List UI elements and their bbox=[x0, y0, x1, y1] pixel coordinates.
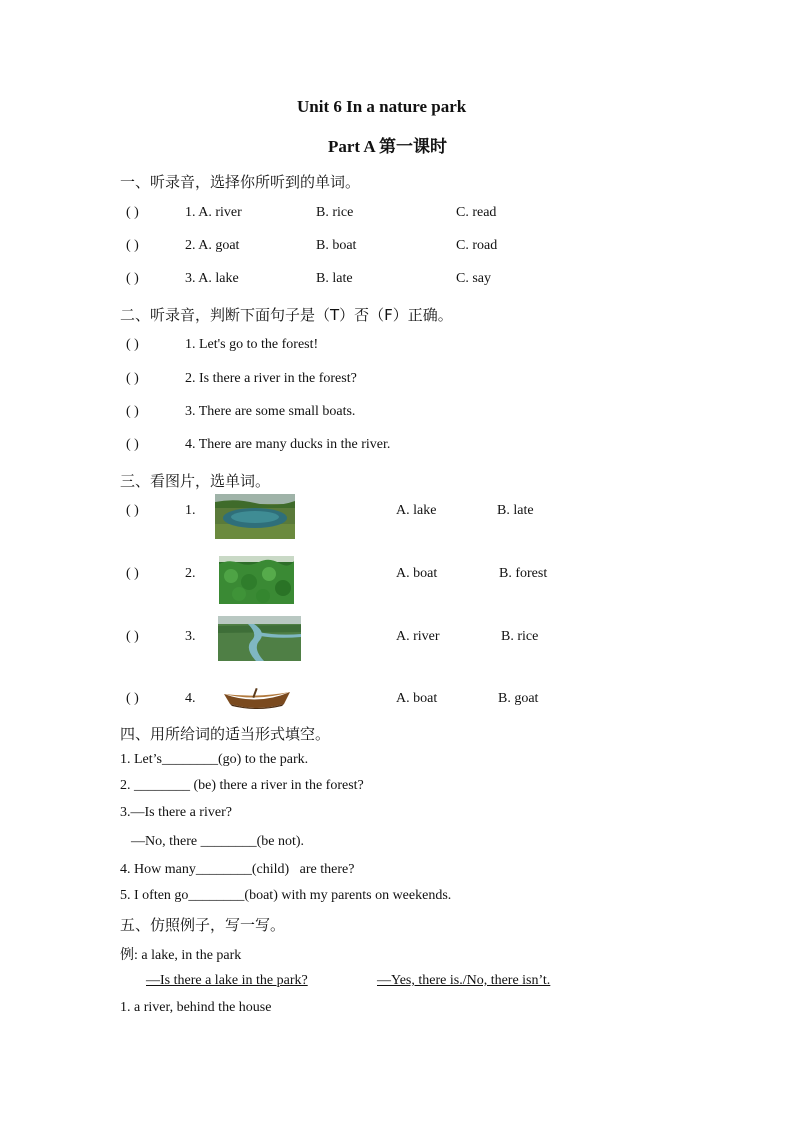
option-b: B. rice bbox=[316, 205, 354, 220]
section3-heading: 三、看图片，选单词。 bbox=[120, 472, 271, 490]
answer-bracket[interactable]: ( ) bbox=[126, 205, 139, 220]
option-a: A. river bbox=[396, 629, 440, 644]
answer-bracket[interactable]: ( ) bbox=[126, 691, 139, 706]
page-subtitle: Part A 第一课时 bbox=[328, 137, 447, 156]
section1-heading: 一、听录音，选择你所听到的单词。 bbox=[120, 173, 361, 191]
answer-bracket[interactable]: ( ) bbox=[126, 503, 139, 518]
fill-blank-line[interactable]: —No, there ________(be not). bbox=[124, 834, 305, 849]
option-a: A. boat bbox=[396, 566, 438, 581]
answer-bracket[interactable]: ( ) bbox=[126, 437, 139, 452]
answer-bracket[interactable]: ( ) bbox=[126, 337, 139, 352]
answer-bracket[interactable]: ( ) bbox=[126, 371, 139, 386]
fill-blank-line[interactable]: 4. How many________(child) are there? bbox=[120, 862, 355, 877]
item-number: 2. bbox=[185, 566, 196, 581]
forest-picture bbox=[219, 556, 294, 604]
fill-blank-line: 3.—Is there a river? bbox=[120, 805, 232, 820]
statement-text: 1. Let's go to the forest! bbox=[185, 337, 319, 352]
option-a: 3. A. lake bbox=[185, 271, 239, 286]
option-b: B. late bbox=[497, 503, 534, 518]
example-question: —Is there a lake in the park? bbox=[146, 973, 308, 988]
option-a: 2. A. goat bbox=[185, 238, 240, 253]
fill-blank-line[interactable]: 5. I often go________(boat) with my parents on weekends. bbox=[120, 888, 452, 903]
boat-picture bbox=[222, 686, 292, 712]
option-b: B. boat bbox=[316, 238, 357, 253]
answer-bracket[interactable]: ( ) bbox=[126, 404, 139, 419]
option-b: B. forest bbox=[499, 566, 548, 581]
fill-blank-line[interactable]: 1. Let’s________(go) to the park. bbox=[120, 752, 309, 767]
statement-text: 2. Is there a river in the forest? bbox=[185, 371, 357, 386]
example-answer: —Yes, there is./No, there isn’t. bbox=[377, 973, 551, 988]
section5-heading: 五、仿照例子，写一写。 bbox=[120, 916, 286, 934]
option-a: A. lake bbox=[396, 503, 437, 518]
option-b: B. rice bbox=[501, 629, 539, 644]
example-line: 例: a lake, in the park bbox=[120, 948, 242, 963]
fill-blank-line[interactable]: 2. ________ (be) there a river in the forest? bbox=[120, 778, 364, 793]
section4-heading: 四、用所给词的适当形式填空。 bbox=[120, 725, 331, 743]
exercise-item: 1. a river, behind the house bbox=[120, 1000, 272, 1015]
option-c: C. say bbox=[456, 271, 491, 286]
option-b: B. late bbox=[316, 271, 353, 286]
answer-bracket[interactable]: ( ) bbox=[126, 629, 139, 644]
option-c: C. road bbox=[456, 238, 498, 253]
item-number: 4. bbox=[185, 691, 196, 706]
option-c: C. read bbox=[456, 205, 497, 220]
option-a: A. boat bbox=[396, 691, 438, 706]
lake-picture bbox=[215, 494, 295, 539]
answer-bracket[interactable]: ( ) bbox=[126, 271, 139, 286]
item-number: 1. bbox=[185, 503, 196, 518]
page-title: Unit 6 In a nature park bbox=[297, 97, 467, 116]
section2-heading: 二、听录音，判断下面句子是（T）否（F）正确。 bbox=[120, 306, 453, 324]
item-number: 3. bbox=[185, 629, 196, 644]
option-a: 1. A. river bbox=[185, 205, 242, 220]
river-picture bbox=[218, 616, 301, 661]
answer-bracket[interactable]: ( ) bbox=[126, 238, 139, 253]
statement-text: 3. There are some small boats. bbox=[185, 404, 356, 419]
answer-bracket[interactable]: ( ) bbox=[126, 566, 139, 581]
statement-text: 4. There are many ducks in the river. bbox=[185, 437, 391, 452]
option-b: B. goat bbox=[498, 691, 539, 706]
